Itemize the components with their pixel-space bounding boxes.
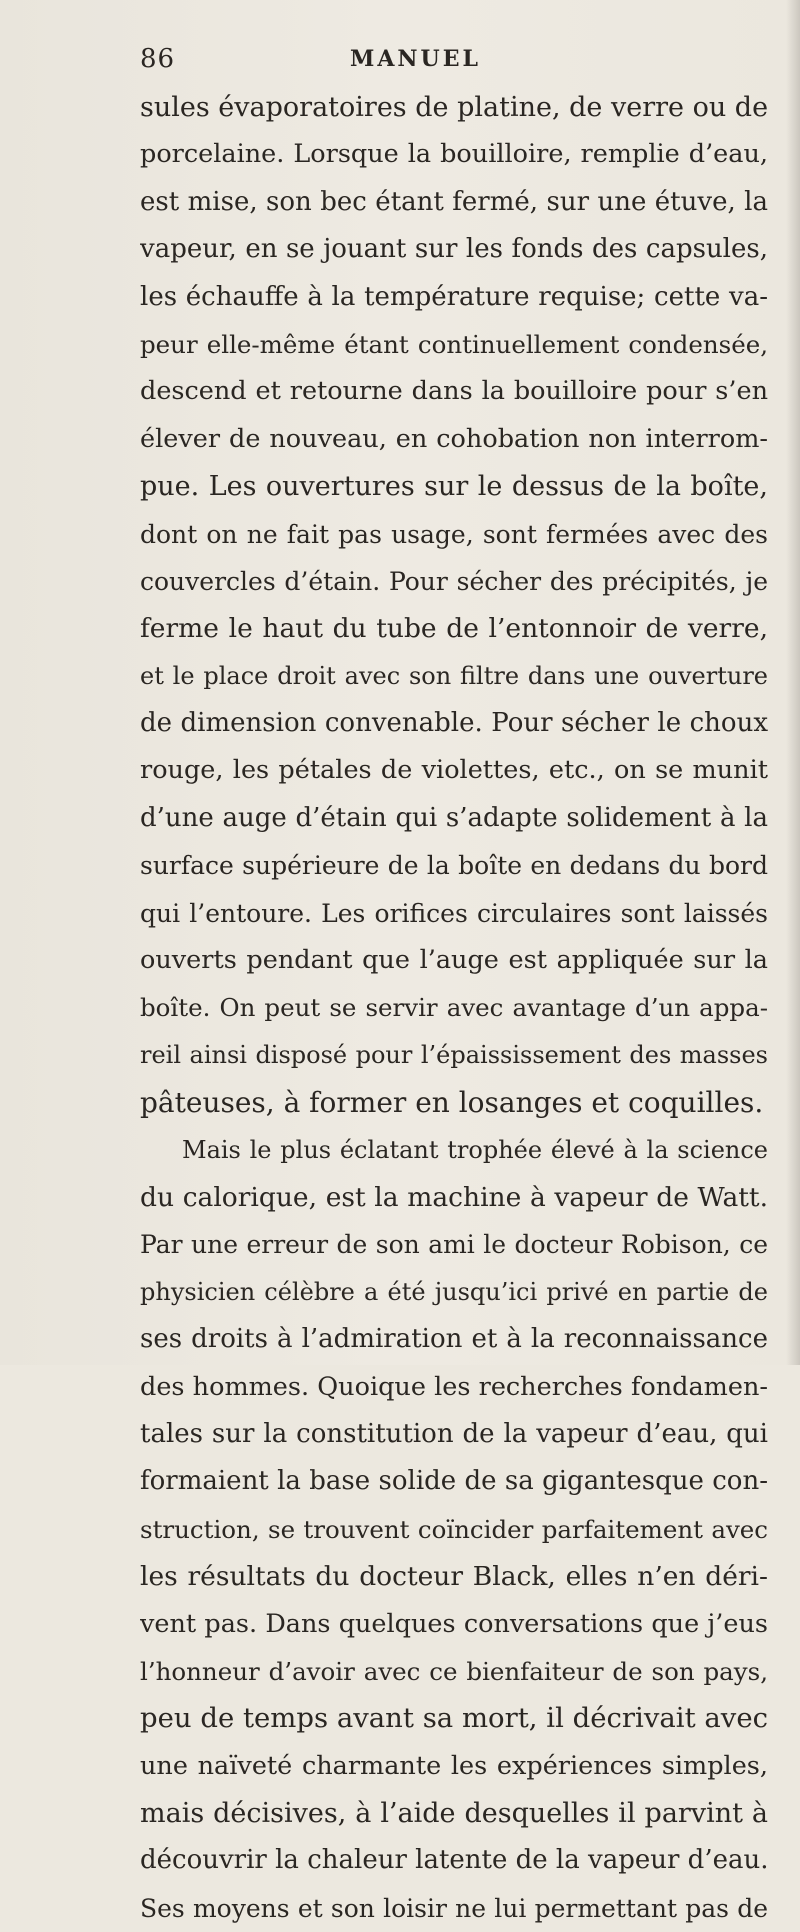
text-line: des hommes. Quoique les recherches fondamen-	[140, 1371, 768, 1402]
text-line: physicien célèbre a été jusqu’ici privé en partie de	[140, 1277, 768, 1306]
text-line: et le place droit avec son filtre dans une ouverture	[140, 661, 768, 690]
text-line: pue. Les ouvertures sur le dessus de la boîte,	[140, 471, 768, 503]
text-line: l’honneur d’avoir avec ce bienfaiteur de son pays,	[140, 1656, 768, 1686]
text-line: les résultats du docteur Black, elles n’en déri-	[140, 1561, 768, 1593]
page-number: 86	[140, 44, 176, 74]
body-text	[140, 84, 768, 1932]
text-line: rouge, les pétales de violettes, etc., on se munit	[140, 755, 768, 786]
text-line: ses droits à l’admiration et à la reconnaissance	[140, 1324, 768, 1355]
text-line: descend et retourne dans la bouilloire pour s’en	[140, 376, 768, 407]
text-line: couvercles d’étain. Pour sécher des précipités, je	[140, 566, 768, 596]
text-line: les échauffe à la température requise; cette va-	[140, 281, 768, 312]
text-line: porcelaine. Lorsque la bouilloire, remplie d’eau,	[140, 139, 768, 170]
text-line: boîte. On peut se servir avec avantage d’un appa-	[140, 993, 768, 1023]
text-line: est mise, son bec étant fermé, sur une étuve, la	[140, 186, 768, 217]
text-line: d’une auge d’étain qui s’adapte solidement à la	[140, 802, 768, 833]
text-line: ferme le haut du tube de l’entonnoir de verre,	[140, 613, 768, 645]
running-head	[140, 44, 760, 84]
running-title: MANUEL	[350, 46, 481, 72]
text-line: ouverts pendant que l’auge est appliquée sur la	[140, 945, 768, 976]
text-line: Par une erreur de son ami le docteur Robison, ce	[140, 1230, 768, 1260]
text-line: de dimension convenable. Pour sécher le choux	[140, 708, 768, 739]
text-line: peur elle-même étant continuellement condensée,	[140, 329, 768, 359]
text-line: surface supérieure de la boîte en dedans du bord	[140, 851, 768, 881]
text-line: qui l’entoure. Les orifices circulaires sont laissés	[140, 898, 768, 928]
text-line: sules évaporatoires de platine, de verre ou de	[140, 92, 768, 123]
page-edge-shadow	[786, 0, 800, 1365]
paragraph-first-line: Mais le plus éclatant trophée élevé à la science	[182, 1135, 768, 1164]
text-line: formaient la base solide de sa gigantesque con-	[140, 1466, 768, 1497]
text-line: tales sur la constitution de la vapeur d’eau, qui	[140, 1418, 768, 1449]
text-line: vapeur, en se jouant sur les fonds des capsules,	[140, 234, 768, 265]
text-line: découvrir la chaleur latente de la vapeur d’eau.	[140, 1845, 768, 1876]
text-line: du calorique, est la machine à vapeur de Watt.	[140, 1181, 768, 1213]
text-line: peu de temps avant sa mort, il décrivait avec	[140, 1702, 768, 1735]
text-line: mais décisives, à l’aide desquelles il parvint à	[140, 1798, 768, 1830]
text-line: élever de nouveau, en cohobation non interrom-	[140, 423, 768, 454]
paragraph-last-line: pâteuses, à former en losanges et coquilles.	[140, 1086, 764, 1120]
text-line: reil ainsi disposé pour l’épaississement des masses	[140, 1040, 768, 1069]
text-line: Ses moyens et son loisir ne lui permettant pas de	[140, 1893, 768, 1923]
text-line: struction, se trouvent coïncider parfaitement avec	[140, 1514, 768, 1544]
text-line: vent pas. Dans quelques conversations que j’eus	[140, 1608, 768, 1639]
text-line: une naïveté charmante les expériences simples,	[140, 1750, 768, 1781]
text-line: dont on ne fait pas usage, sont fermées avec des	[140, 519, 768, 549]
